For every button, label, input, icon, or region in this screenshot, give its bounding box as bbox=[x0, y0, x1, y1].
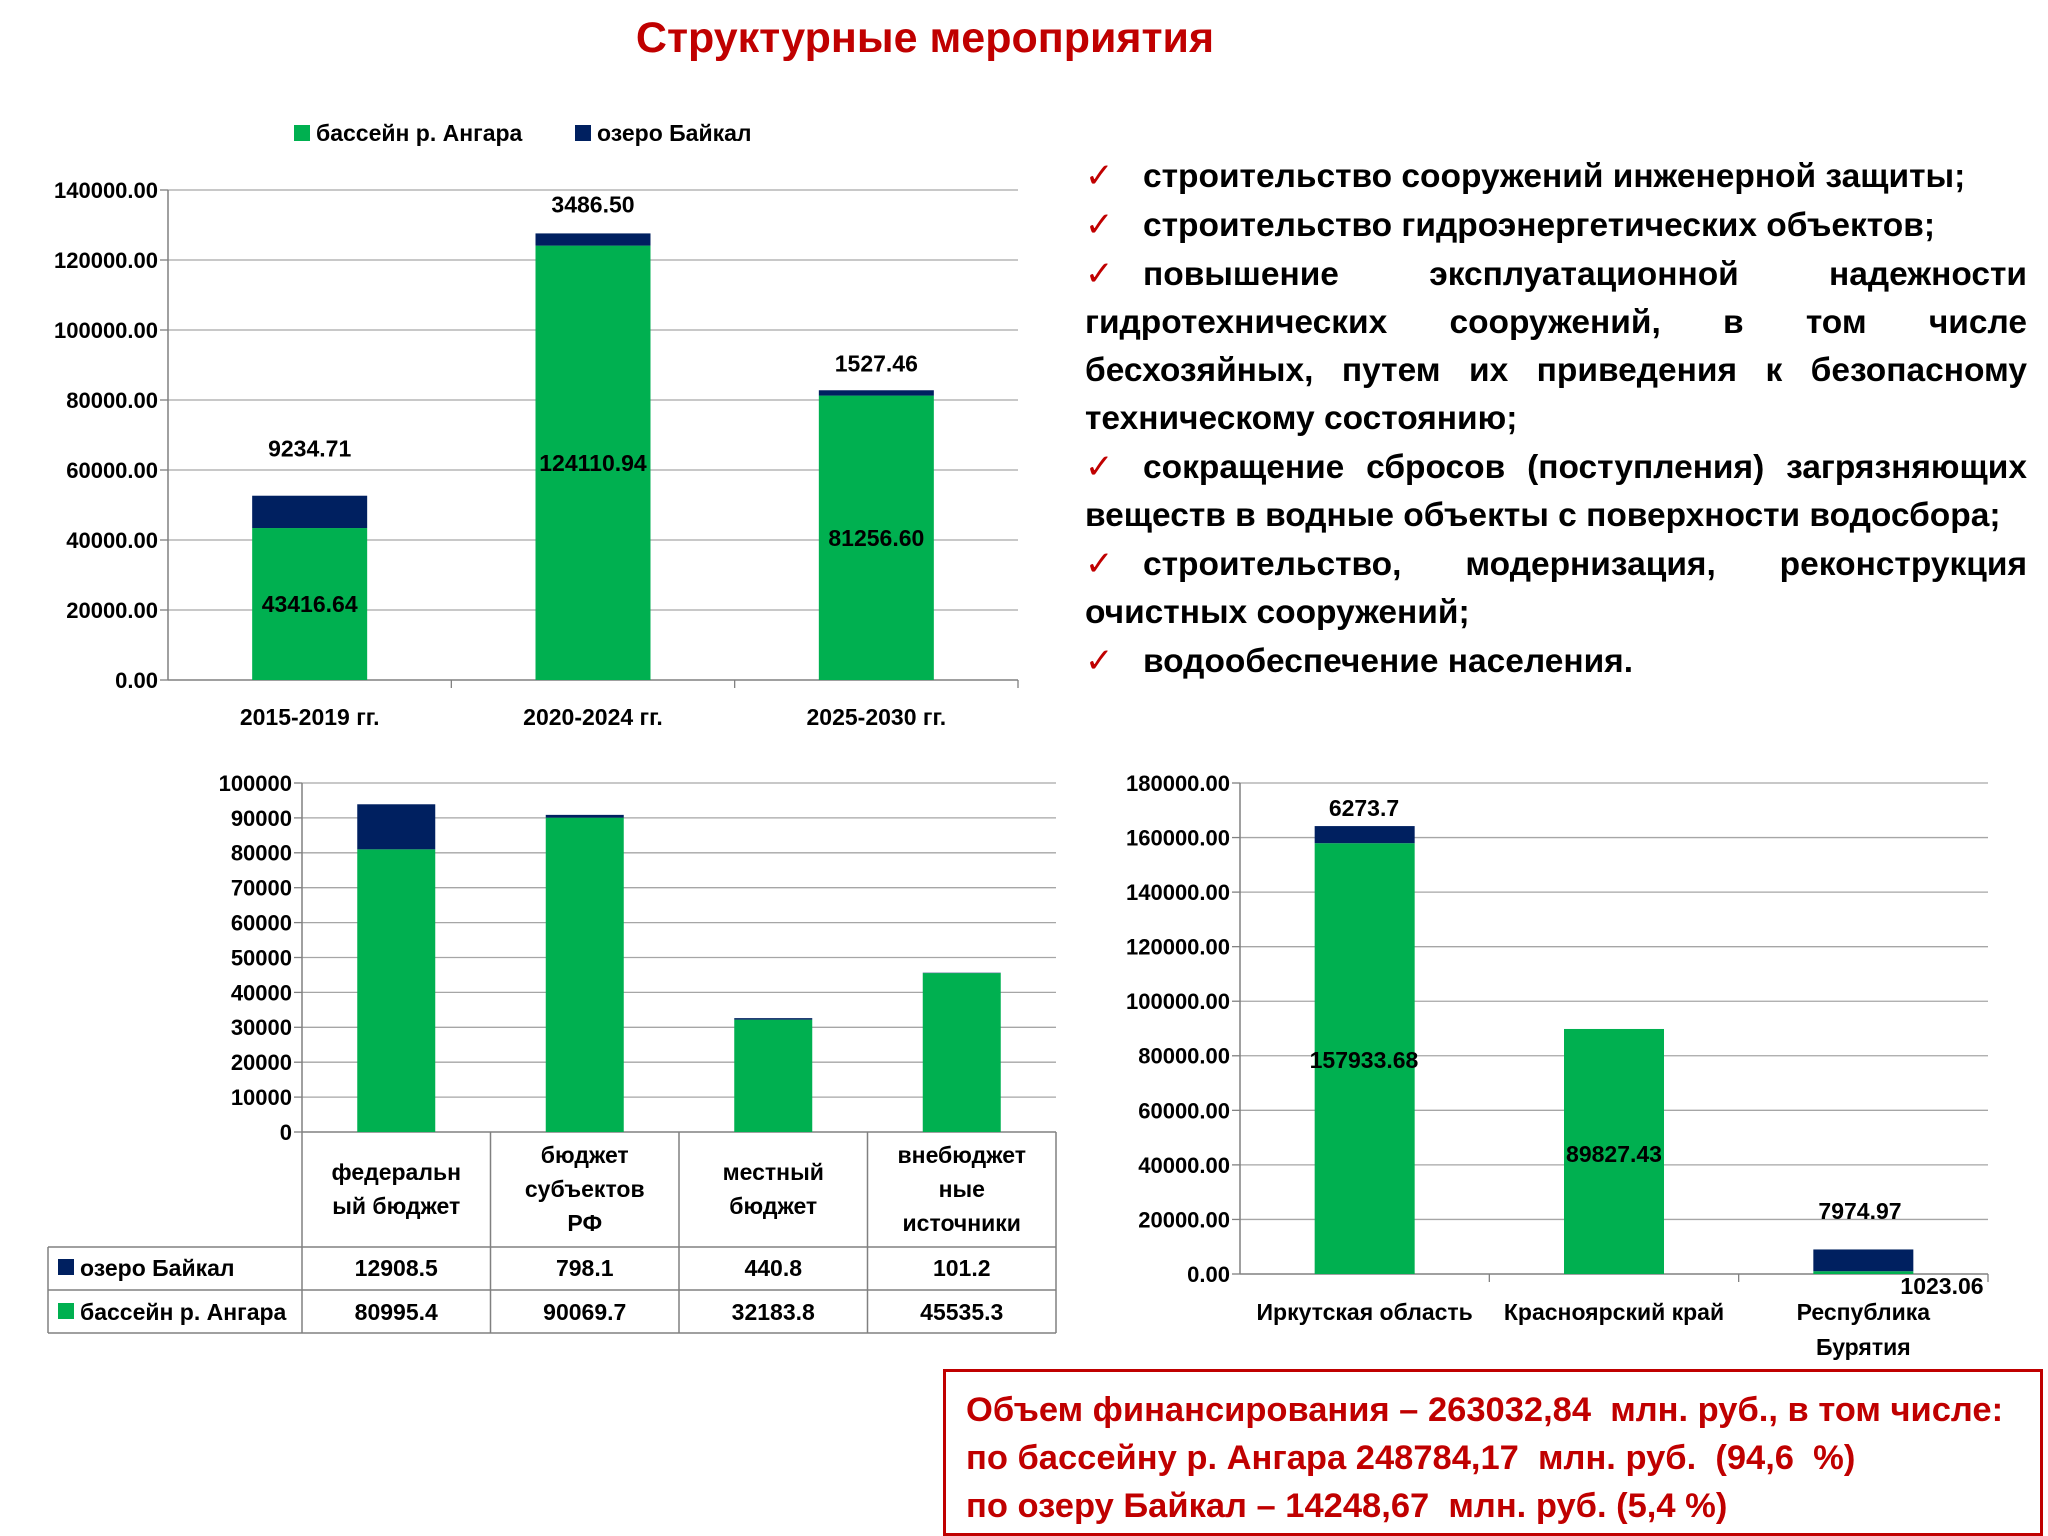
y-tick-label: 20000.00 bbox=[1138, 1207, 1230, 1233]
summary-angara: по бассейну р. Ангара 248784,17 млн. руб. (94,6 %) bbox=[966, 1439, 1856, 1477]
bar-baikal bbox=[819, 390, 934, 395]
data-label-angara: 124110.94 bbox=[539, 449, 647, 476]
measure-item bbox=[1085, 250, 2027, 443]
y-tick-label: 50000 bbox=[230, 945, 292, 971]
bar-baikal bbox=[1813, 1249, 1913, 1271]
y-tick-label: 80000.00 bbox=[66, 387, 158, 413]
checkmark-icon: ✓ bbox=[1085, 157, 1114, 195]
y-tick-label: 30000 bbox=[230, 1015, 292, 1041]
data-label-baikal: 6273.7 bbox=[1328, 795, 1400, 821]
y-tick-label: 20000 bbox=[230, 1050, 292, 1076]
page-title: Структурные мероприятия bbox=[635, 14, 1215, 62]
bar-angara bbox=[357, 849, 435, 1132]
table-row-header-baikal: озеро Байкал bbox=[80, 1255, 235, 1281]
y-tick-label: 120000.00 bbox=[54, 247, 158, 273]
y-tick-label: 60000.00 bbox=[1138, 1098, 1230, 1124]
y-tick-label: 60000 bbox=[230, 910, 292, 936]
y-tick-label: 0.00 bbox=[115, 667, 158, 693]
x-category-label: Красноярский край bbox=[1503, 1299, 1725, 1325]
table-category-label: местный bbox=[722, 1159, 824, 1185]
table-cell-angara: 32183.8 bbox=[731, 1299, 815, 1325]
x-category-label: Республика bbox=[1796, 1299, 1931, 1325]
bar-angara bbox=[923, 973, 1001, 1132]
y-tick-label: 140000.00 bbox=[1126, 880, 1230, 906]
x-category-label: Иркутская область bbox=[1256, 1299, 1473, 1325]
data-label-angara: 157933.68 bbox=[1309, 1047, 1419, 1073]
legend-label-baikal: озеро Байкал bbox=[597, 120, 752, 146]
table-category-label: ные bbox=[938, 1176, 985, 1202]
x-category-label: 2025-2030 гг. bbox=[806, 704, 947, 730]
table-category-label: внебюджет bbox=[897, 1142, 1026, 1168]
data-label-baikal: 7974.97 bbox=[1818, 1198, 1902, 1224]
legend-swatch-baikal bbox=[575, 125, 591, 141]
y-tick-label: 0.00 bbox=[1187, 1261, 1230, 1287]
bar-baikal bbox=[1315, 826, 1415, 843]
bar-baikal bbox=[536, 233, 651, 245]
table-cell-baikal: 440.8 bbox=[744, 1255, 803, 1281]
measure-item bbox=[1085, 152, 2027, 201]
y-tick-label: 80000 bbox=[230, 840, 292, 866]
x-category-label: 2020-2024 гг. bbox=[523, 704, 663, 730]
table-cell-angara: 45535.3 bbox=[920, 1299, 1004, 1325]
bar-baikal bbox=[546, 815, 624, 818]
table-swatch-baikal bbox=[58, 1259, 74, 1275]
checkmark-icon: ✓ bbox=[1085, 206, 1114, 244]
measure-text: строительство гидроэнергетических объектов; bbox=[1143, 207, 1935, 244]
data-label-angara: 89827.43 bbox=[1566, 1141, 1662, 1167]
data-label-angara: 1023.06 bbox=[1900, 1273, 1984, 1299]
measure-text: строительство сооружений инженерной защиты; bbox=[1143, 158, 1966, 195]
bar-baikal bbox=[357, 804, 435, 849]
table-swatch-angara bbox=[58, 1303, 74, 1319]
y-tick-label: 90000 bbox=[230, 805, 292, 831]
checkmark-icon: ✓ bbox=[1085, 642, 1114, 680]
table-cell-baikal: 12908.5 bbox=[354, 1255, 438, 1281]
table-category-label: бюджет bbox=[729, 1193, 818, 1219]
table-category-label: бюджет bbox=[540, 1142, 629, 1168]
bar-angara bbox=[734, 1020, 812, 1132]
funding-summary-box bbox=[943, 1369, 2043, 1536]
data-label-baikal: 9234.71 bbox=[268, 435, 352, 462]
measure-text: водообеспечение населения. bbox=[1143, 643, 1634, 680]
y-tick-label: 40000.00 bbox=[66, 527, 158, 553]
y-tick-label: 40000 bbox=[230, 980, 292, 1006]
measure-item bbox=[1085, 637, 2027, 686]
data-label-baikal: 1527.46 bbox=[834, 350, 918, 377]
data-label-angara: 43416.64 bbox=[261, 591, 358, 618]
bar-baikal bbox=[734, 1018, 812, 1020]
summary-baikal: по озеру Байкал – 14248,67 млн. руб. (5,4 %) bbox=[966, 1487, 1728, 1525]
table-row-header-angara: бассейн р. Ангара bbox=[80, 1299, 287, 1325]
x-category-label: 2015-2019 гг. bbox=[239, 704, 380, 730]
table-cell-baikal: 798.1 bbox=[555, 1255, 614, 1281]
measure-item bbox=[1085, 201, 2027, 250]
y-tick-label: 100000.00 bbox=[1126, 989, 1230, 1015]
table-cell-angara: 90069.7 bbox=[543, 1299, 627, 1325]
measure-text: сокращение сбросов (поступления) загрязняющих веществ в водные объекты с поверхности водосбора; bbox=[1085, 449, 2027, 534]
data-label-baikal: 3486.50 bbox=[551, 191, 635, 218]
data-label-angara: 81256.60 bbox=[828, 524, 925, 551]
table-cell-angara: 80995.4 bbox=[354, 1299, 438, 1325]
y-tick-label: 120000.00 bbox=[1126, 934, 1230, 960]
y-tick-label: 100000.00 bbox=[54, 317, 158, 343]
bar-angara bbox=[546, 818, 624, 1132]
y-tick-label: 140000.00 bbox=[54, 177, 158, 203]
table-cell-baikal: 101.2 bbox=[932, 1255, 991, 1281]
checkmark-icon: ✓ bbox=[1085, 255, 1114, 293]
summary-total: Объем финансирования – 263032,84 млн. руб., в том числе: bbox=[966, 1391, 2004, 1429]
y-tick-label: 160000.00 bbox=[1126, 825, 1230, 851]
measure-text: повышение эксплуатационной надежности гидротехнических сооружений, в том числе бесхозяйных, путем их приведения к безопасному техническому состоянию; bbox=[1085, 256, 2027, 437]
y-tick-label: 40000.00 bbox=[1138, 1152, 1230, 1178]
measures-list bbox=[1085, 152, 2027, 686]
measure-item bbox=[1085, 540, 2027, 637]
y-tick-label: 80000.00 bbox=[1138, 1043, 1230, 1069]
y-tick-label: 100000 bbox=[218, 770, 292, 796]
x-category-label: Бурятия bbox=[1815, 1334, 1911, 1360]
y-tick-label: 180000.00 bbox=[1126, 770, 1230, 796]
measure-item bbox=[1085, 443, 2027, 540]
y-tick-label: 20000.00 bbox=[66, 597, 158, 623]
legend-label-angara: бассейн р. Ангара bbox=[316, 120, 523, 146]
y-tick-label: 10000 bbox=[230, 1085, 292, 1111]
table-category-label: федеральн bbox=[331, 1159, 461, 1185]
table-category-label: ый бюджет bbox=[332, 1193, 461, 1219]
checkmark-icon: ✓ bbox=[1085, 448, 1114, 486]
y-tick-label: 60000.00 bbox=[66, 457, 158, 483]
table-category-label: источники bbox=[902, 1210, 1021, 1236]
table-category-label: РФ bbox=[567, 1210, 603, 1236]
bar-baikal bbox=[252, 496, 367, 528]
measure-text: строительство, модернизация, реконструкция очистных сооружений; bbox=[1085, 546, 2027, 631]
y-tick-label: 0 bbox=[279, 1119, 292, 1145]
y-tick-label: 70000 bbox=[230, 875, 292, 901]
legend-swatch-angara bbox=[294, 125, 310, 141]
table-category-label: субъектов bbox=[524, 1176, 645, 1202]
checkmark-icon: ✓ bbox=[1085, 545, 1114, 583]
bar-angara bbox=[1813, 1271, 1913, 1274]
